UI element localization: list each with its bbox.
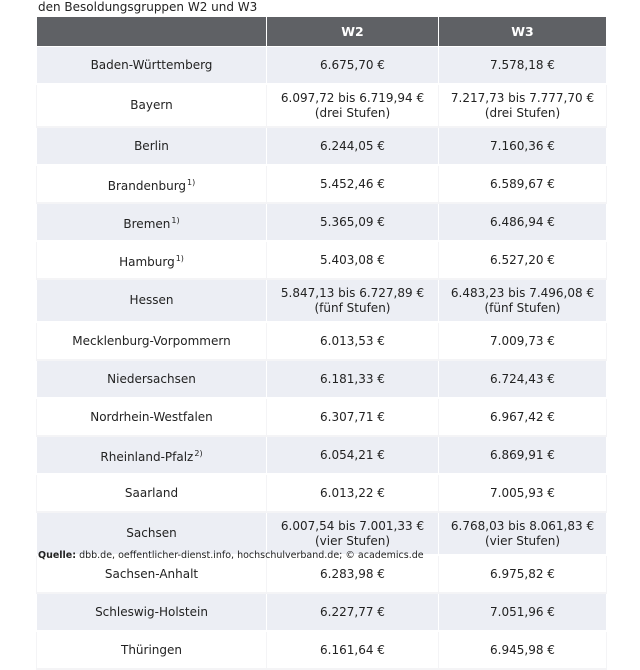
w2-cell [267, 203, 439, 241]
header-w3: W3 [439, 17, 607, 47]
state-name: Thüringen [120, 642, 183, 657]
footnote-marker: 2) [194, 448, 203, 458]
w2-steps: (vier Stufen) [314, 533, 391, 548]
w3-cell [439, 593, 607, 631]
source-label: Quelle: [38, 550, 77, 561]
w2-value: 6.307,71 € [320, 409, 385, 424]
w3-cell [439, 398, 607, 436]
table-row [37, 398, 607, 436]
w2-value: 6.283,98 € [320, 566, 385, 581]
state-name: Bayern [130, 98, 173, 112]
w3-cell [439, 436, 607, 474]
w3-value: 7.578,18 € [490, 57, 555, 72]
w3-steps: (vier Stufen) [484, 533, 561, 548]
state-name: Hessen [129, 293, 174, 307]
state-cell [37, 631, 267, 669]
w2-value: 6.161,64 € [320, 642, 385, 657]
w3-value: 7.051,96 € [490, 604, 555, 619]
w2-steps: (fünf Stufen) [314, 300, 391, 315]
state-name: Schleswig-Holstein [95, 604, 208, 619]
footnote-marker: 1) [187, 177, 196, 187]
source-text: dbb.de, oeffentlicher-dienst.info, hochschulverband.de; © academics.de [76, 550, 424, 561]
w3-cell [439, 555, 607, 593]
table-row [37, 47, 607, 85]
w3-steps: (drei Stufen) [484, 105, 561, 120]
header-state [37, 17, 267, 47]
state-name: Bremen [123, 216, 171, 231]
w2-value: 6.097,72 bis 6.719,94 € [280, 90, 425, 105]
w3-value: 7.005,93 € [490, 485, 555, 500]
header-w2: W2 [267, 17, 439, 47]
w3-cell [439, 322, 607, 360]
state-cell [37, 241, 267, 279]
w3-value: 6.768,03 bis 8.061,83 € [450, 518, 595, 533]
state-name: Sachsen [126, 526, 177, 540]
state-name: Rheinland-Pfalz [100, 449, 194, 464]
w3-cell [439, 165, 607, 203]
state-name: Mecklenburg-Vorpommern [72, 333, 231, 348]
w3-value: 7.009,73 € [490, 333, 555, 348]
w3-value: 6.869,91 € [490, 447, 555, 462]
state-name: Brandenburg [107, 178, 187, 193]
source-note [38, 549, 424, 562]
w2-cell [267, 360, 439, 398]
state-name: Sachsen-Anhalt [104, 566, 199, 581]
w2-value: 5.403,08 € [320, 252, 385, 267]
w2-cell [267, 279, 439, 322]
w2-cell [267, 127, 439, 165]
table-row [37, 631, 607, 669]
w3-value: 6.967,42 € [490, 409, 555, 424]
w3-value: 7.217,73 bis 7.777,70 € [450, 90, 595, 105]
w2-cell [267, 322, 439, 360]
w3-cell [439, 360, 607, 398]
state-name: Berlin [134, 138, 169, 153]
w2-cell [267, 241, 439, 279]
state-name: Niedersachsen [107, 371, 196, 386]
table-header-row [37, 17, 607, 47]
w3-cell [439, 474, 607, 512]
w2-cell [267, 47, 439, 85]
w2-cell [267, 631, 439, 669]
table-row [37, 241, 607, 279]
state-cell [37, 593, 267, 631]
table-row [37, 165, 607, 203]
table-heading: den Besoldungsgruppen W2 und W3 [38, 0, 258, 14]
table-row [37, 84, 607, 127]
w3-value: 6.945,98 € [490, 642, 555, 657]
table-row [37, 127, 607, 165]
w2-cell [267, 165, 439, 203]
w2-value: 5.847,13 bis 6.727,89 € [280, 285, 425, 300]
footnote-marker: 1) [171, 215, 180, 225]
w3-steps: (fünf Stufen) [484, 300, 561, 315]
w2-value: 5.452,46 € [320, 176, 385, 191]
w2-value: 5.365,09 € [320, 214, 385, 229]
state-cell [37, 360, 267, 398]
state-cell [37, 84, 267, 127]
w2-steps: (drei Stufen) [314, 105, 391, 120]
w3-cell [439, 512, 607, 555]
w3-value: 6.589,67 € [490, 176, 555, 191]
w3-value: 6.483,23 bis 7.496,08 € [450, 285, 595, 300]
state-cell [37, 203, 267, 241]
state-name: Hamburg [119, 254, 175, 269]
w3-cell [439, 127, 607, 165]
state-cell [37, 398, 267, 436]
state-cell [37, 165, 267, 203]
w2-value: 6.054,21 € [320, 447, 385, 462]
table-row [37, 474, 607, 512]
w3-value: 6.527,20 € [490, 252, 555, 267]
w2-value: 6.181,33 € [320, 371, 385, 386]
w2-value: 6.013,53 € [320, 333, 385, 348]
w3-cell [439, 279, 607, 322]
w2-cell [267, 474, 439, 512]
state-name: Nordrhein-Westfalen [90, 409, 213, 424]
w3-value: 6.724,43 € [490, 371, 555, 386]
w2-value: 6.244,05 € [320, 138, 385, 153]
w3-value: 7.160,36 € [490, 138, 555, 153]
footnote-marker: 1) [175, 253, 184, 263]
table-row [37, 203, 607, 241]
state-cell [37, 279, 267, 322]
table-row [37, 360, 607, 398]
table-row [37, 322, 607, 360]
w3-value: 6.975,82 € [490, 566, 555, 581]
w2-value: 6.013,22 € [320, 485, 385, 500]
table-row [37, 593, 607, 631]
w2-cell [267, 436, 439, 474]
salary-table [36, 17, 607, 670]
w2-cell [267, 398, 439, 436]
table-row [37, 279, 607, 322]
w2-cell [267, 84, 439, 127]
state-cell [37, 127, 267, 165]
state-cell [37, 47, 267, 85]
w3-cell [439, 631, 607, 669]
state-name: Baden-Württemberg [90, 57, 213, 72]
w2-value: 6.227,77 € [320, 604, 385, 619]
w3-cell [439, 241, 607, 279]
w2-cell [267, 593, 439, 631]
table-row [37, 436, 607, 474]
w2-value: 6.007,54 bis 7.001,33 € [280, 518, 425, 533]
w3-value: 6.486,94 € [490, 214, 555, 229]
w3-cell [439, 47, 607, 85]
state-name: Saarland [124, 485, 179, 500]
state-cell [37, 322, 267, 360]
state-cell [37, 436, 267, 474]
w2-value: 6.675,70 € [320, 57, 385, 72]
w3-cell [439, 203, 607, 241]
w3-cell [439, 84, 607, 127]
state-cell [37, 474, 267, 512]
